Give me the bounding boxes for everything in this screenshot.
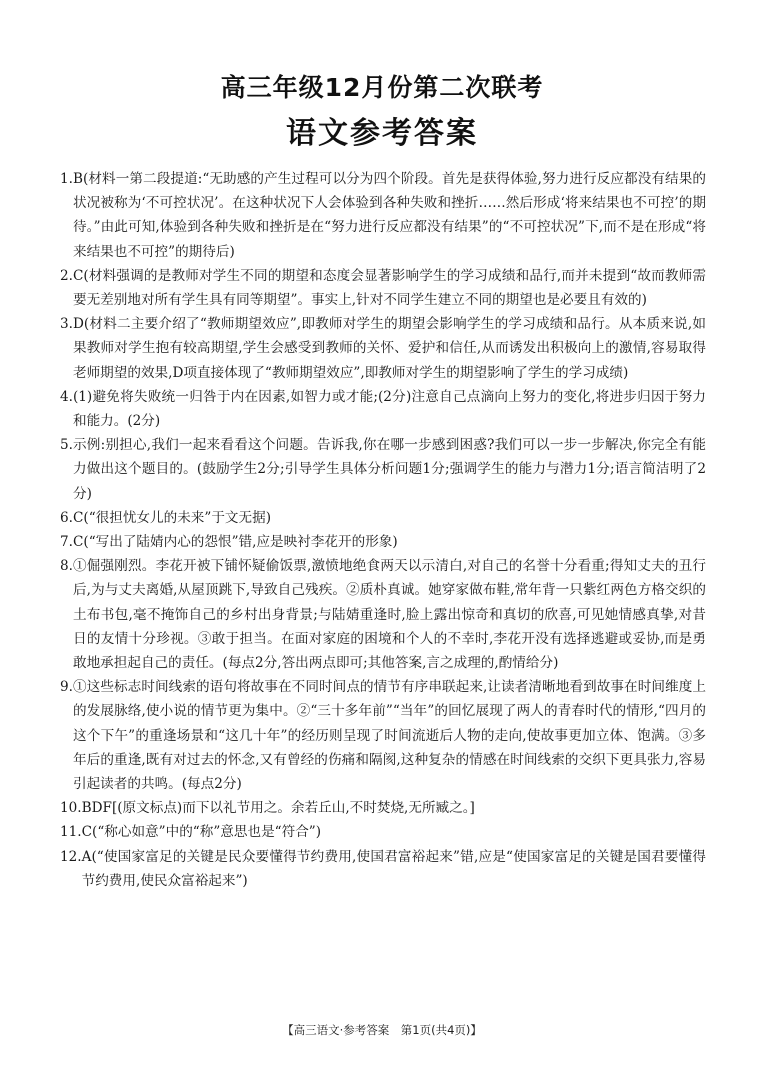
answer-number: 9.	[60, 679, 73, 696]
answer-text: BDF[(原文标点)而下以礼节用之。余若丘山,不时焚烧,无所臧之。]	[81, 800, 475, 817]
page-footer: 【高三语文·参考答案 第1页(共4页)】	[282, 1023, 482, 1037]
answer-item	[60, 796, 706, 820]
answer-list	[60, 167, 706, 893]
answer-item	[60, 675, 706, 796]
answer-item	[60, 530, 706, 554]
answer-number: 4.	[60, 388, 73, 405]
answer-text: 示例:别担心,我们一起来看看这个问题。告诉我,你在哪一步感到困惑?我们可以一步一步解决,你完全有能力做出这个题目的。(鼓励学生2分;引导学生具体分析问题1分;强调学生的能力与潜力1分;语言简洁明了2分)	[72, 437, 706, 502]
answer-text: C(“写出了陆婧内心的怨恨”错,应是映衬李花开的形象)	[72, 534, 398, 551]
answer-number: 8.	[60, 558, 73, 575]
answer-text: ①倔强刚烈。李花开被下铺怀疑偷饭票,激愤地绝食两天以示清白,对自己的名誉十分看重;得知丈夫的丑行后,为与丈夫离婚,从屋顶跳下,导致自己残疾。②质朴真诚。她穿家做布鞋,常年背一只紫红两色方格交织的土布书包,毫不掩饰自己的乡村出身背景;与陆婧重逢时,脸上露出惊奇和真切的欣喜,可见她情感真挚,对昔日的友情十分珍视。③敢于担当。在面对家庭的困境和个人的不幸时,李花开没有选择逃避或妥协,而是勇敢地承担起自己的责任。(每点2分,答出两点即可;其他答案,言之成理的,酌情给分)	[72, 558, 706, 672]
answer-number: 3.	[60, 316, 73, 333]
answer-item	[60, 820, 706, 844]
answer-text: B(材料一第二段提道:“无助感的产生过程可以分为四个阶段。首先是获得体验,努力进行反应都没有结果的状况被称为‘不可控状况’。在这种状况下人会体验到各种失败和挫折……然后形成‘将来结果也不可控’的期待。”由此可知,体验到各种失败和挫折是在“努力进行反应都没有结果”的“不可控状况”下,而不是在形成“将来结果也不可控”的期待后)	[72, 171, 706, 260]
answer-item	[60, 506, 706, 530]
answer-text: C(“称心如意”中的“称”意思也是“符合”)	[81, 824, 322, 841]
answer-item	[60, 433, 706, 506]
exam-title: 高三年级12月份第二次联考	[220, 73, 544, 102]
answer-text: A(“使国家富足的关键是民众要懂得节约费用,使国君富裕起来”错,应是“使国家富足的关键是国君要懂得节约费用,使民众富裕起来”)	[81, 848, 706, 889]
answer-text: C(材料强调的是教师对学生不同的期望和态度会显著影响学生的学习成绩和品行,而并未提到“故而教师需要无差别地对所有学生具有同等期望”。事实上,针对不同学生建立不同的期望也是必要且有效的)	[72, 267, 706, 309]
answer-text: D(材料二主要介绍了“教师期望效应”,即教师对学生的期望会影响学生的学习成绩和品行。从本质来说,如果教师对学生抱有较高期望,学生会感受到教师的关怀、爱护和信任,从而诱发出积极向上的激情,容易取得老师期望的效果,D项直接体现了“教师期望效应”,即教师对学生的期望影响了学生的学习成绩)	[72, 316, 706, 381]
answer-key-title: 语文参考答案	[286, 116, 478, 151]
answer-item	[60, 554, 706, 675]
answer-number: 11.	[60, 824, 82, 841]
answer-item	[60, 312, 706, 385]
answer-item	[60, 385, 706, 433]
answer-number: 6.	[60, 509, 73, 526]
answer-item	[60, 264, 706, 312]
answer-number: 12.	[60, 848, 82, 865]
answer-number: 10.	[60, 800, 82, 817]
answer-number: 2.	[60, 267, 73, 284]
answer-number: 7.	[60, 534, 73, 551]
answer-text: ①这些标志时间线索的语句将故事在不同时间点的情节有序串联起来,让读者清晰地看到故事在时间维度上的发展脉络,使小说的情节更为集中。②“三十多年前”“当年”的回忆展现了两人的青春时代的情形,“四月的这个下午”的重逢场景和“这几十年”的经历则呈现了时间流逝后人物的走向,使故事更加立体、饱满。③多年后的重逢,既有对过去的怀念,又有曾经的伤痛和隔阂,这种复杂的情感在时间线索的交织下更具张力,容易引起读者的共鸣。(每点2分)	[72, 679, 706, 793]
answer-item	[60, 845, 706, 893]
answer-item	[60, 167, 706, 264]
answer-text: C(“很担忧女儿的未来”于文无据)	[72, 509, 272, 526]
answer-text: (1)避免将失败统一归咎于内在因素,如智力或才能;(2分)注意自己点滴向上努力的变化,将进步归因于努力和能力。(2分)	[72, 388, 706, 430]
answer-number: 5.	[60, 437, 73, 454]
answer-number: 1.	[60, 171, 73, 187]
